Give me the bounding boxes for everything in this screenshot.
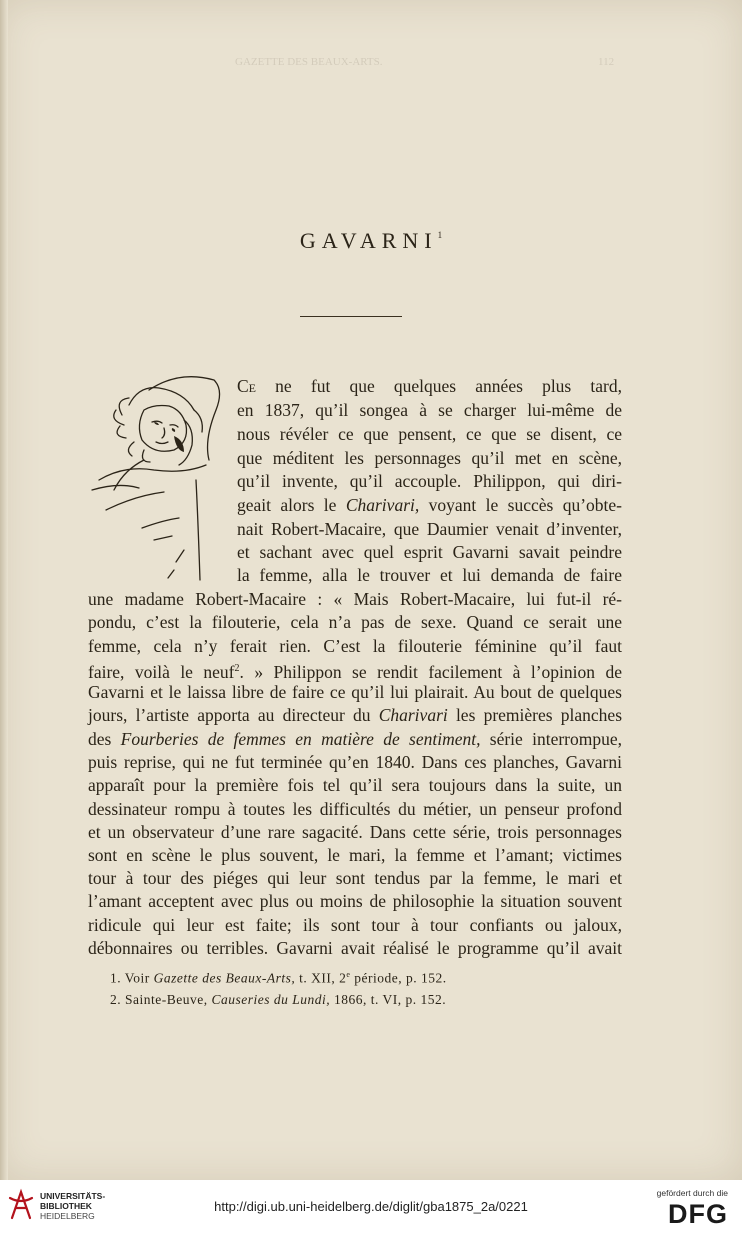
body-line: et un observateur d’une rare sagacité. Dans cette série, trois personnages [88,822,622,842]
body-line: la femme, alla le trouver et lui demanda de faire [237,565,622,585]
body-line: apparaît pour la première fois tel qu’il sera toujours dans la suite, un [88,775,622,795]
body-line: faire, voilà le neuf$^2$. » Philippon se rendit facilement à l’opinion de [88,661,622,682]
body-line: et sachant avec quel esprit Gavarni savait peindre [237,542,622,562]
body-line: pondu, c’est la filouterie, cela n’a pas de sexe. Quand ce serait une [88,612,622,632]
bleed-through-page-number: 112 [598,56,615,68]
body-line: que méditent les personnages qu’il met en scène, [237,448,622,468]
body-line: puis reprise, qui ne fut terminée qu’en 1840. Dans ces planches, Gavarni [88,752,622,772]
dfg-logo[interactable]: DFG [668,1199,728,1229]
body-line: Ce ne fut que quelques années plus tard, [237,376,622,396]
page-edge [0,0,8,1180]
body-line: une madame Robert-Macaire : « Mais Robert-Macaire, lui fut-il ré- [88,589,622,609]
university-library-name[interactable]: UNIVERSITÄTS- BIBLIOTHEK HEIDELBERG [40,1191,106,1221]
funding-note: gefördert durch die [656,1188,728,1198]
footnote-1: 1. Voir Gazette des Beaux-Arts, t. XII, 2e période, p. 152. [110,970,447,986]
body-line: tour à tour des piéges qui leur sont tendus par la femme, le mari et [88,868,622,888]
body-line: débonnaires ou terribles. Gavarni avait réalisé le programme qu’il avait [88,938,622,958]
body-line: dessinateur rompu à toutes les difficultés du métier, un penseur profond [88,799,622,819]
body-line: nous révéler ce que pensent, ce que se disent, ce [237,424,622,444]
body-line: l’amant acceptent avec plus ou moins de philosophie la situation souvent [88,891,622,911]
body-line: ridicule qui leur est faite; ils sont tour à tour confiants ou jaloux, [88,915,622,935]
body-line: des Fourberies de femmes en matière de sentiment, série interrompue, [88,729,622,749]
footnote-2: 2. Sainte-Beuve, Causeries du Lundi, 1866, t. VI, p. 152. [110,992,447,1007]
bleed-through-header: GAZETTE DES BEAUX-ARTS. [235,56,383,68]
body-line: nait Robert-Macaire, que Daumier venait d’inventer, [237,519,622,539]
gavarni-portrait-illustration [84,370,234,585]
body-line: jours, l’artiste apporta au directeur du Charivari les premières planches [88,705,623,725]
body-line: Gavarni et le laissa libre de faire ce qu’il lui plairait. Au bout de quelques [88,682,622,702]
body-line: sont en scène le plus souvent, le mari, la femme et l’amant; victimes [88,845,622,865]
body-line: qu’il invente, qu’il accouple. Philippon, qui diri- [237,471,622,491]
body-line: femme, cela n’y ferait rien. C’est la filouterie féminine qu’il faut [88,636,622,656]
body-line: geait alors le Charivari, voyant le succès qu’obte- [237,495,623,515]
page-title: GAVARNI$^1$ [299,228,443,253]
page-permalink[interactable]: http://digi.ub.uni-heidelberg.de/diglit/gba1875_2a/0221 [214,1199,528,1214]
body-line: en 1837, qu’il songea à se charger lui-même de [237,400,622,420]
title-footnote-ref: 1 [437,230,443,240]
title-divider [300,316,402,317]
